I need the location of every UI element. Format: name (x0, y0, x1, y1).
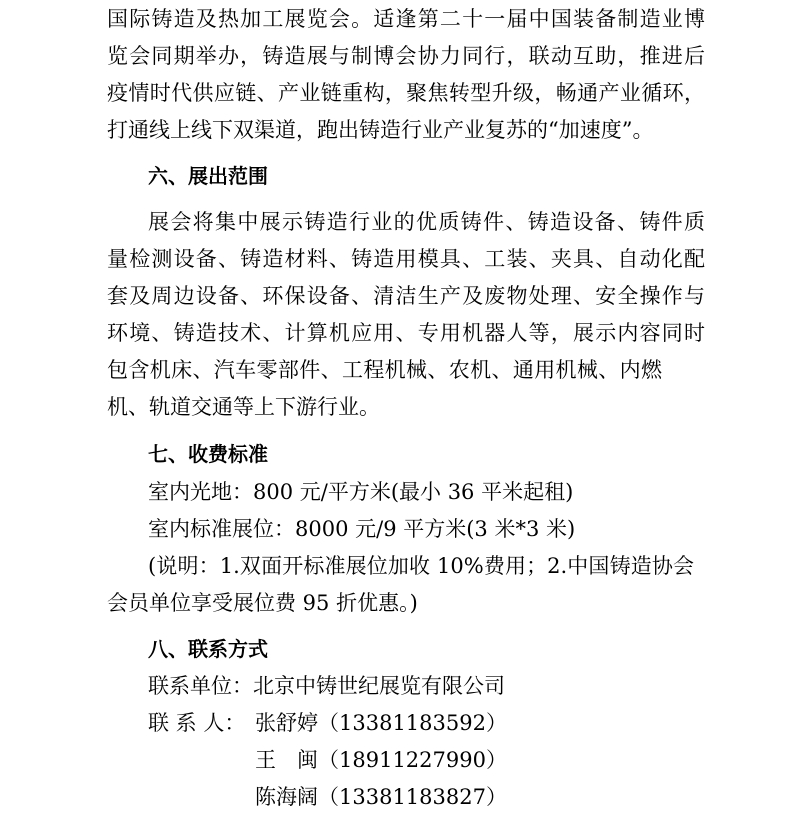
paragraph-line: 包含机床、汽车零部件、工程机械、农机、通用机械、内燃 (107, 358, 662, 382)
fee-item-standard-booth: 室内标准展位：8000 元/9 平方米(3 米*3 米) (148, 517, 576, 541)
paragraph-line: 量检测设备、铸造材料、铸造用模具、工装、夹具、自动化配 (107, 247, 705, 271)
section-heading-exhibit-scope: 六、展出范围 (148, 164, 268, 188)
paragraph-line: 展会将集中展示铸造行业的优质铸件、铸造设备、铸件质 (148, 210, 705, 234)
section-heading-fees: 七、收费标准 (148, 442, 268, 466)
contact-person-label: 联 系 人： (148, 711, 246, 735)
fee-note-line: (说明：1.双面开标准展位加收 10%费用；2.中国铸造协会 (148, 554, 694, 578)
paragraph-line: 疫情时代供应链、产业链重构，聚焦转型升级，畅通产业循环， (107, 81, 705, 105)
fee-item-raw-space: 室内光地：800 元/平方米(最小 36 平米起租) (148, 480, 574, 504)
contact-person: 张舒婷（13381183592） (255, 711, 507, 735)
paragraph-line: 国际铸造及热加工展览会。适逢第二十一届中国装备制造业博 (107, 7, 705, 31)
contact-unit: 联系单位：北京中铸世纪展览有限公司 (148, 674, 505, 698)
section-heading-contact: 八、联系方式 (148, 637, 268, 661)
fee-note-line: 会员单位享受展位费 95 折优惠。) (107, 591, 418, 615)
paragraph-line: 环境、铸造技术、计算机应用、专用机器人等，展示内容同时 (107, 321, 705, 345)
paragraph-line: 机、轨道交通等上下游行业。 (107, 395, 380, 419)
contact-person: 王 闽（18911227990） (255, 748, 507, 772)
contact-person: 陈海阔（13381183827） (255, 785, 507, 809)
paragraph-line: 打通线上线下双渠道，跑出铸造行业产业复苏的“加速度”。 (107, 118, 654, 142)
paragraph-line: 套及周边设备、环保设备、清洁生产及废物处理、安全操作与 (107, 284, 705, 308)
paragraph-line: 览会同期举办，铸造展与制博会协力同行，联动互助，推进后 (107, 44, 705, 68)
